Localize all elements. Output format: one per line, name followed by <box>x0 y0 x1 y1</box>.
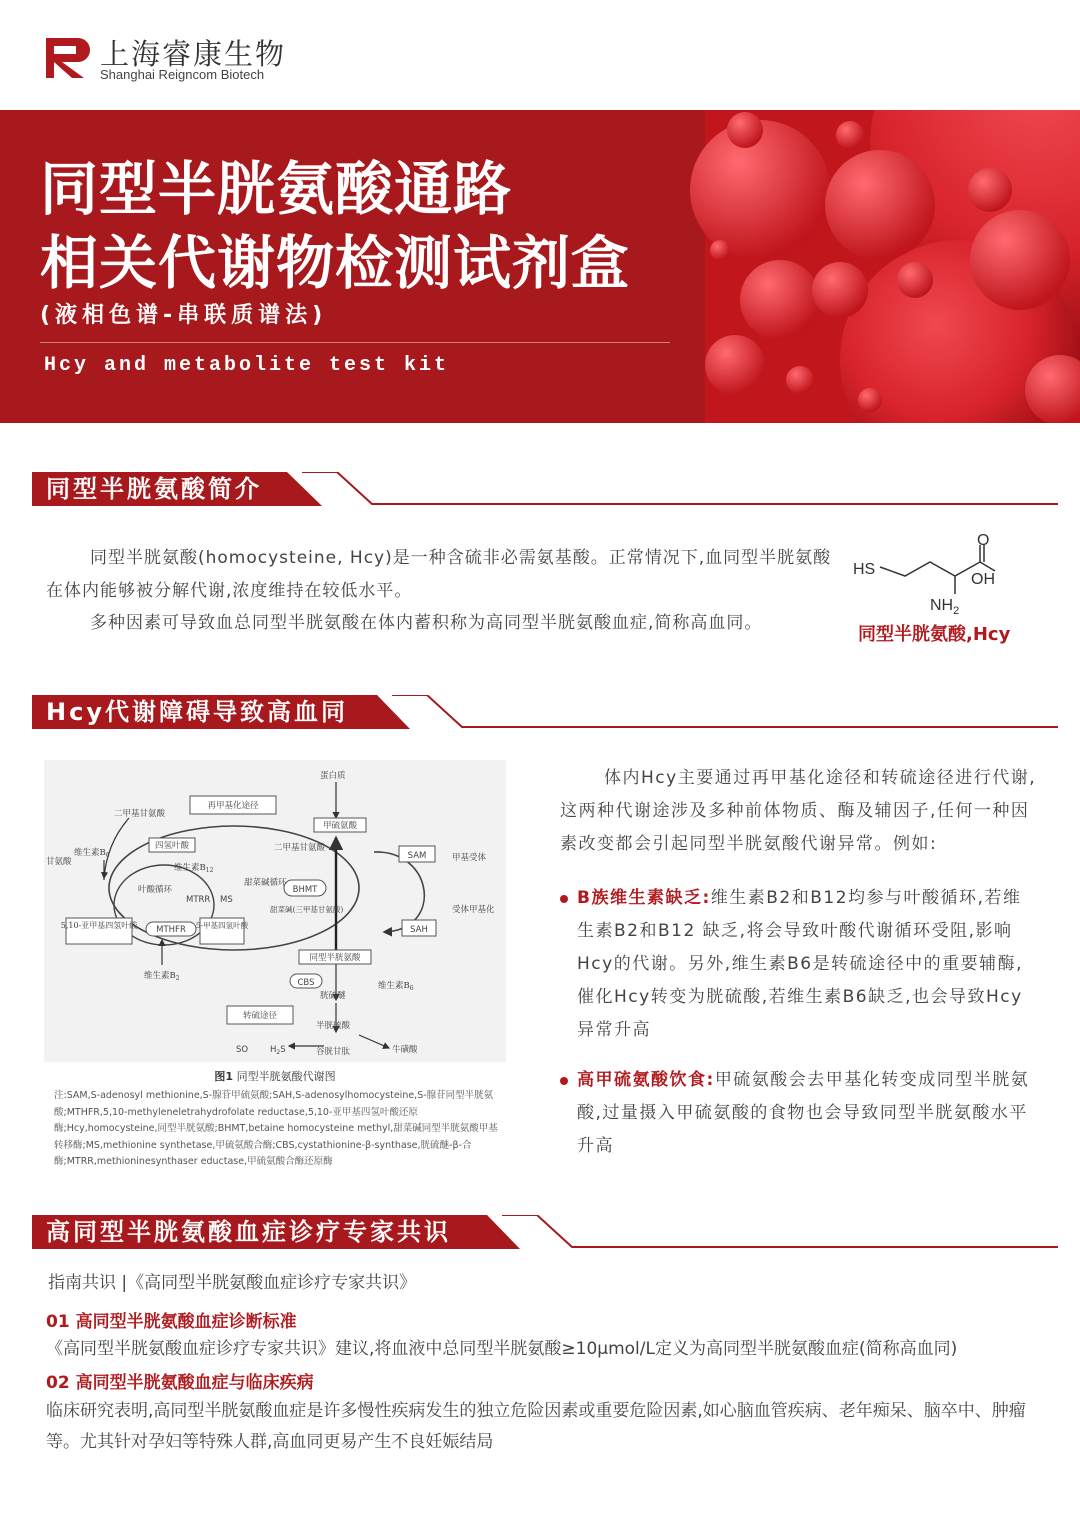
diagnosis-paragraph: 《高同型半胱氨酸血症诊疗专家共识》建议,将血液中总同型半胱氨酸≥10μmol/L定义为高同型半胱氨酸血症(简称高血同) <box>46 1339 958 1359</box>
guideline-label: 指南共识 |《高同型半胱氨酸血症诊疗专家共识》 <box>48 1273 417 1293</box>
diagram-label-ms: MS <box>220 895 233 905</box>
figure-note: 注:SAM,S-adenosyl methionine,S-腺苷甲硫氨酸;SAH,S-adenosylhomocysteine,S-腺苷同型半胱氨酸;MTHFR,5,10-methyleneletrahydrofolate reductase,5,10-亚甲基四氢叶酸还原酶;Hcy,homocysteine,同型半胱氨酸;BHMT,betaine homocysteine methyl,甜菜碱同型半胱氨酸甲基转移酶;MS,methionine synthetase,甲硫氨酸合酶;CBS,cystathionine-β-synthase,胱硫醚-β-合酶;MTRR,methioninesynthaser eductase,甲硫氨酸合酶还原酶 <box>54 1090 498 1167</box>
logo-mark-icon <box>44 34 92 80</box>
structure-oxygen-label: O <box>977 532 990 549</box>
diagram-label-h2s: $H_2S$ <box>270 1045 286 1056</box>
diagram-label-b2: 维生素$B_2$ <box>144 971 180 982</box>
diagram-label-cysteine: 半胱硫酸 <box>316 1021 351 1031</box>
diagram-label-mtrr: MTRR <box>186 895 211 905</box>
section-header-metabolism <box>32 695 1058 731</box>
diagram-label-b12: 维生素$B_{12}$ <box>174 863 214 874</box>
structure-oh-label: OH <box>971 571 995 588</box>
intro-paragraph-2: 多种因素可导致血总同型半胱氨酸在体内蓄积称为高同型半胱氨酸血症,简称高血同。 <box>90 613 763 633</box>
banner-divider <box>40 342 670 343</box>
hero-banner <box>0 110 1080 423</box>
diagram-label-dmg2: 二甲基甘氨酸 <box>274 843 326 853</box>
company-logo <box>44 34 304 86</box>
diagram-label-mthfr: MTHFR <box>156 925 186 935</box>
hcy-structure-caption: 同型半胱氨酸,Hcy <box>858 624 1011 645</box>
diagram-label-mthf: 5,10-亚甲基四氢叶酸 <box>60 921 138 930</box>
bullet-vitamin-b: B族维生素缺乏:维生素B2和B12均参与叶酸循环,若维生素B2和B12 缺乏,将会导致叶酸代谢循环受阻,影响Hcy的代谢。另外,维生素B6是转硫途径中的重要辅酶,催化Hcy转变为胱硫酸,若维生素B6缺乏,也会导致Hcy异常升高 <box>560 882 1038 1047</box>
clinical-paragraph: 临床研究表明,高同型半胱氨酸血症是许多慢性疾病发生的独立危险因素或重要危险因素,如心脑血管疾病、老年痴呆、脑卒中、肿瘤等。尤其针对孕妇等特殊人群,高血同更易产生不良妊娠结局 <box>46 1401 1026 1452</box>
bullet-methionine: 高甲硫氨酸饮食:甲硫氨酸会去甲基化转变成同型半胱氨酸,过量摄入甲硫氨酸的食物也会导致同型半胱氨酸水平升高 <box>560 1064 1038 1163</box>
structure-nh2-label: $NH_2$ <box>930 597 960 617</box>
diagram-label-thf: 四氢叶酸 <box>154 841 190 851</box>
diagram-label-methylated-acceptor: 受体甲基化 <box>452 905 495 915</box>
diagram-label-betaine-cycle: 甜菜碱循环 <box>244 878 287 888</box>
banner-title-line1: 同型半胱氨酸通路 <box>40 155 513 223</box>
hcy-structure-diagram <box>850 532 1030 618</box>
metabolism-diagram <box>44 760 506 1062</box>
bullet-dot <box>560 895 568 903</box>
bullet-dot <box>560 1077 568 1085</box>
banner-subtitle: (液相色谱-串联质谱法) <box>40 303 328 328</box>
diagram-label-b6-right: 维生素$B_6$ <box>378 981 414 992</box>
intro-paragraph-1: 同型半胱氨酸(homocysteine, Hcy)是一种含硫非必需氨基酸。正常情况下,血同型半胱氨酸在体内能够被分解代谢,浓度维持在较低水平。 <box>46 548 832 601</box>
diagram-label-remethyl: 再甲基化途径 <box>207 801 259 811</box>
diagram-label-gsh: 谷胱甘肽 <box>316 1047 351 1057</box>
diagram-label-so4: SO <box>236 1045 249 1055</box>
diagram-label-cystathionine: 胱硫醚 <box>320 991 346 1001</box>
diagram-label-sah: SAH <box>410 925 428 935</box>
banner-title-line2: 相关代谢物检测试剂盒 <box>40 229 631 297</box>
diagram-label-folate-cycle: 叶酸循环 <box>138 885 173 895</box>
diagram-label-glycine: 甘氨酸 <box>46 857 72 867</box>
structure-hs-label: HS <box>853 561 876 578</box>
section-title: Hcy代谢障碍导致高血同 <box>46 698 348 726</box>
diagram-label-sam: SAM <box>407 851 427 861</box>
diagram-label-b6-left: 维生素$B_6$ <box>74 848 110 859</box>
diagram-label-taurine: 牛磺酸 <box>392 1045 418 1055</box>
diagram-label-mthf5: 5-甲基四氢叶酸 <box>195 921 249 930</box>
diagram-label-met: 甲硫氨酸 <box>322 821 358 831</box>
company-name-en: Shanghai Reigncom Biotech <box>100 67 265 82</box>
diagram-label-protein: 蛋白质 <box>320 771 346 781</box>
diagram-label-transsulf: 转硫途径 <box>242 1011 278 1021</box>
company-name-cn: 上海睿康生物 <box>100 37 287 71</box>
diagram-label-methyl-acceptor: 甲基受体 <box>452 853 487 863</box>
section-header-consensus <box>32 1215 1058 1251</box>
diagram-label-bhmt: BHMT <box>292 885 318 895</box>
subheading-clinical: 02 高同型半胱氨酸血症与临床疾病 <box>46 1373 314 1393</box>
diagram-label-cbs: CBS <box>297 978 315 988</box>
diagram-label-betaine: 甜菜碱(三甲基甘氨酸) <box>270 905 344 914</box>
section-title: 高同型半胱氨酸血症诊疗专家共识 <box>46 1218 451 1246</box>
banner-english-title: Hcy and metabolite test kit <box>44 354 450 377</box>
section-header-intro <box>32 472 1058 508</box>
section-title: 同型半胱氨酸简介 <box>46 475 262 503</box>
metabolism-intro: 体内Hcy主要通过再甲基化途径和转硫途径进行代谢,这两种代谢途涉及多种前体物质、酶及辅因子,任何一种因素改变都会引起同型半胱氨酸代谢异常。例如: <box>560 768 1037 854</box>
diagram-label-dmg: 二甲基甘氨酸 <box>114 809 166 819</box>
subheading-diagnosis: 01 高同型半胱氨酸血症诊断标准 <box>46 1312 297 1332</box>
figure-caption: 图1 同型半胱氨酸代谢图 <box>214 1070 336 1083</box>
diagram-label-hcy: 同型半胱氨酸 <box>309 953 361 963</box>
